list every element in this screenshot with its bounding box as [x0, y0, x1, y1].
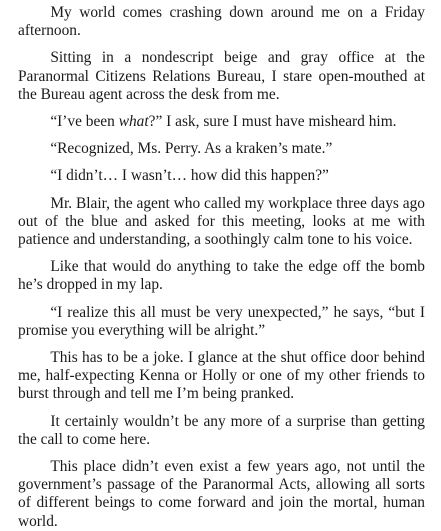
paragraph-3-before: “I’ve been	[50, 113, 119, 131]
paragraph-7: Like that would do anything to take the edge off the bomb he’s dropped in my lap.	[18, 258, 425, 294]
paragraph-2: Sitting in a nondescript beige and gray office at the Paranormal Citizens Relations Bureau, I stare open-mouthed at the Bureau agent across the desk from me.	[18, 49, 425, 103]
paragraph-11: This place didn’t even exist a few years ago, not until the government’s passage of the Paranormal Acts, allowing all sorts of different beings to come forward and join the mortal, human world.	[18, 458, 425, 530]
paragraph-4	[18, 140, 425, 158]
paragraph-6: Mr. Blair, the agent who called my workplace three days ago out of the blue and asked for this meeting, looks at me with patience and understanding, a soothingly calm tone to his voice.	[18, 194, 425, 249]
paragraph-3	[18, 113, 425, 131]
paragraph-3-emphasis: what	[118, 113, 149, 131]
paragraph-10: It certainly wouldn’t be any more of a surprise than getting the call to come here.	[18, 412, 425, 448]
paragraph-5: “I didn’t… I wasn’t… how did this happen?”	[50, 167, 329, 185]
paragraph-1: My world comes crashing down around me on a Friday afternoon.	[18, 4, 425, 40]
paragraph-9: This has to be a joke. I glance at the shut office door behind me, half-expecting Kenna or Holly or one of my other friends to burst through and tell me I’m being pranked.	[18, 349, 425, 403]
paragraph-8: “I realize this all must be very unexpected,” he says, “but I promise you everything will be alright.”	[18, 303, 425, 339]
paragraph-4-text: Recognized, Ms. Perry. As a kraken’s mate.”	[57, 140, 333, 158]
paragraph-3-after: ?” I ask, sure I must have misheard him.	[148, 113, 397, 131]
paragraph-4-open-quote: “	[50, 140, 58, 158]
